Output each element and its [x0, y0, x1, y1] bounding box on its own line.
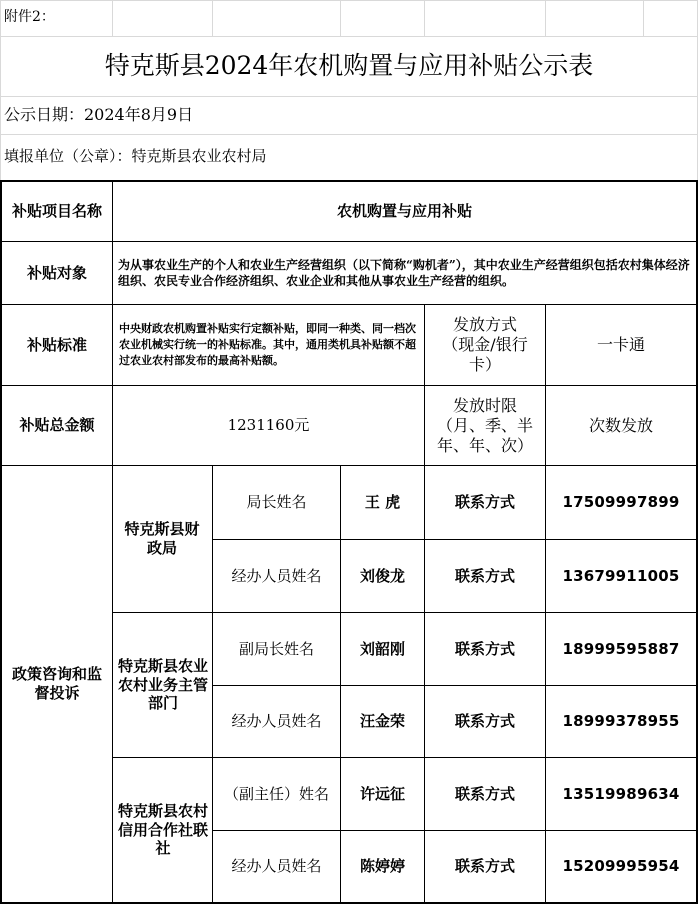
- role-label: 副局长姓名: [238, 639, 314, 658]
- grid-line: [212, 0, 213, 36]
- role-label: 局长姓名: [246, 493, 307, 512]
- project-name-label: 补贴项目名称: [11, 202, 102, 221]
- table-border: [424, 304, 425, 466]
- person-name: 王 虎: [364, 493, 401, 512]
- attachment-label: 附件2：: [4, 9, 55, 26]
- total-amount-value: 1231160元: [227, 416, 310, 435]
- grid-line: [0, 134, 698, 135]
- consult-label: 政策咨询和监督投诉: [11, 665, 102, 702]
- person-name: 刘韶刚: [359, 639, 405, 658]
- payment-period-value: 次数发放: [588, 415, 653, 435]
- org-agriculture-department: 特克斯县农业农村业务主管部门: [118, 656, 209, 713]
- person-name: 汪金荣: [359, 712, 405, 731]
- grid-line: [424, 0, 425, 36]
- role-label: 经办人员姓名: [231, 712, 322, 731]
- target-value: 为从事农业生产的个人和农业生产经营组织（以下简称“购机者”），其中农业生产经营组织包括农村集体经济组织、农民专业合作经济组织、农业企业和其他从事农业生产经营的组织。: [118, 257, 690, 288]
- contact-label: 联系方式: [454, 857, 515, 876]
- page-title: 特克斯县2024年农机购置与应用补贴公示表: [104, 51, 594, 81]
- target-label: 补贴对象: [26, 263, 87, 282]
- standard-label: 补贴标准: [26, 335, 87, 354]
- phone-number: 18999378955: [562, 712, 680, 731]
- grid-line: [643, 0, 644, 36]
- filing-unit: 填报单位（公章）：特克斯县农业农村局: [4, 146, 267, 165]
- standard-value: 中央财政农机购置补贴实行定额补贴，即同一种类、同一档次农业机械实行统一的补贴标准。其中，通用类机具补贴额不超过农业农村部发布的最高补贴额。: [119, 322, 416, 367]
- person-name: 陈婷婷: [359, 857, 405, 876]
- person-name: 许远征: [359, 784, 405, 803]
- payment-method-label: 发放方式（现金/银行卡）: [442, 315, 528, 374]
- phone-number: 13679911005: [562, 566, 680, 585]
- person-name: 刘俊龙: [359, 566, 405, 585]
- contact-label: 联系方式: [454, 639, 515, 658]
- project-name-value: 农机购置与应用补贴: [336, 202, 472, 221]
- grid-line: [340, 0, 341, 36]
- contact-label: 联系方式: [454, 566, 515, 585]
- grid-line: [545, 0, 546, 36]
- publish-date: 公示日期：2024年8月9日: [4, 105, 194, 124]
- payment-period-label: 发放时限（月、季、半年、年、次）: [436, 395, 533, 455]
- phone-number: 17509997899: [562, 493, 680, 512]
- phone-number: 13519989634: [562, 784, 680, 803]
- phone-number: 15209995954: [562, 857, 680, 876]
- role-label: （副主任）姓名: [223, 784, 329, 803]
- total-amount-label: 补贴总金额: [19, 416, 95, 435]
- contact-label: 联系方式: [454, 712, 515, 731]
- org-credit-cooperative: 特克斯县农村信用合作社联社: [117, 801, 208, 858]
- contact-label: 联系方式: [454, 493, 515, 512]
- role-label: 经办人员姓名: [231, 857, 322, 876]
- role-label: 经办人员姓名: [231, 566, 322, 585]
- table-border: [112, 180, 113, 904]
- org-finance-bureau: 特克斯县财政局: [124, 520, 200, 557]
- payment-method-value: 一卡通: [596, 335, 645, 354]
- phone-number: 18999595887: [562, 639, 680, 658]
- contact-label: 联系方式: [454, 784, 515, 803]
